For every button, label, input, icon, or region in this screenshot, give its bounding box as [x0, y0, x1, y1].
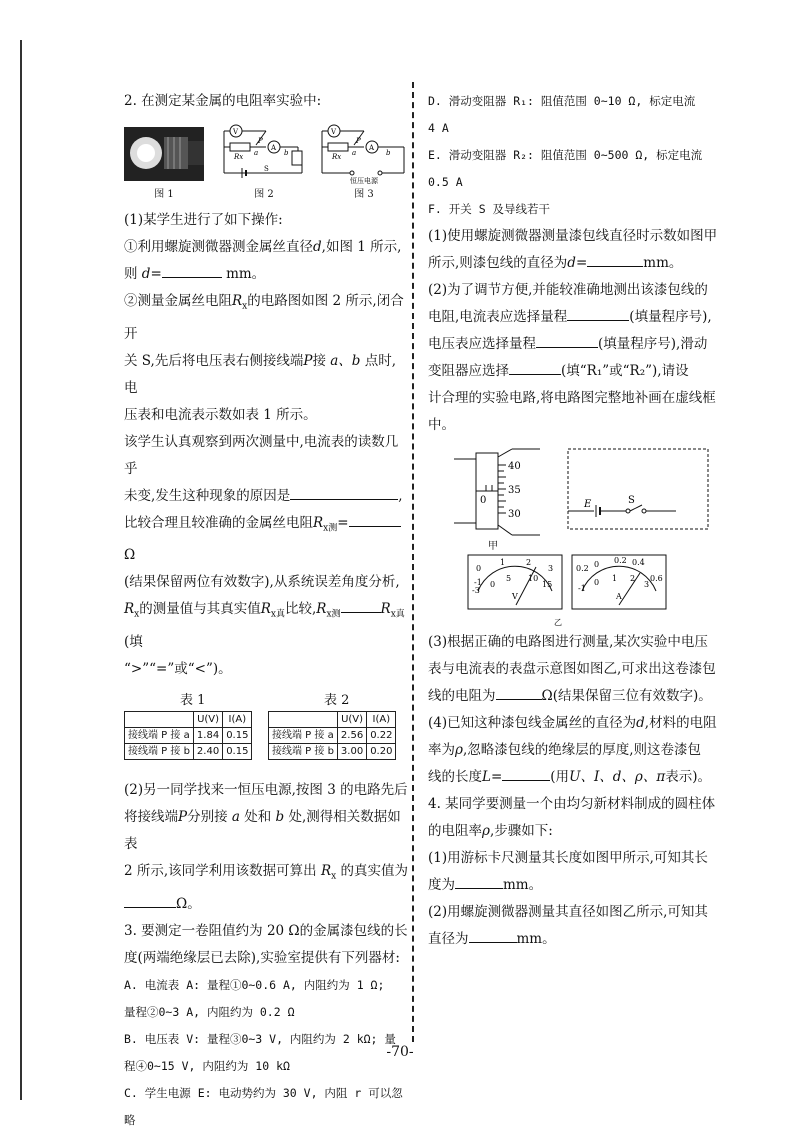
- q3-p4-line2: 率为ρ,忽略漆包线的绝缘层的厚度,则这卷漆包: [428, 742, 702, 758]
- figure-3-label: 图 3: [354, 189, 374, 200]
- q3-option-d2: 4 A: [428, 121, 449, 135]
- q4-p2-line2: 直径为 mm。: [428, 926, 718, 953]
- q3-p4-line3: 线的长度L= (用U、I、d、ρ、π表示)。: [428, 764, 718, 791]
- volt-top-tick: 3: [548, 564, 554, 573]
- answer-blank-length[interactable]: [502, 766, 550, 781]
- figure-3: [320, 123, 408, 201]
- q3-p3-line1: (3)根据正确的电路图进行测量,某次实验中电压: [428, 634, 708, 650]
- fig2-switch-label: S: [264, 165, 269, 173]
- q3-option-a2: 量程②0~3 A, 内阻约为 0.2 Ω: [124, 1004, 295, 1019]
- micrometer-tick-35: 35: [508, 485, 521, 496]
- table-cell: 0.20: [367, 744, 396, 760]
- q3-p2-line3: 电压表应选择量程 (填量程序号),滑动: [428, 331, 718, 358]
- q4-p1-line2: 度为 mm。: [428, 872, 718, 899]
- fig2-p-label: P: [258, 137, 263, 145]
- table-cell: 2.40: [193, 744, 222, 760]
- q3-p3-line3: 线的电阻为 Ω(结果保留三位有效数字)。: [428, 683, 718, 710]
- q2-obs-line2: 未变,发生这种现象的原因是 ,: [124, 483, 409, 510]
- table-cell: 0.22: [367, 728, 396, 744]
- answer-blank-voltmeter-range[interactable]: [536, 333, 598, 348]
- answer-blank-rheostat[interactable]: [509, 360, 561, 375]
- amp-top-tick: 0.2: [576, 564, 589, 573]
- answer-blank-compare[interactable]: [341, 598, 381, 613]
- amp-unit: A: [616, 592, 622, 601]
- q3-option-c2: 略: [124, 1112, 136, 1127]
- fig2-rx-label: Rx: [234, 153, 244, 161]
- volt-left-label: -3: [472, 586, 480, 595]
- q2-step2-line3: 压表和电流表示数如表 1 所示。: [124, 406, 317, 423]
- left-column: [124, 88, 409, 1134]
- answer-blank-ammeter-range[interactable]: [567, 306, 629, 321]
- amp-bottom-tick: -1: [578, 584, 586, 593]
- table-row: [269, 712, 396, 728]
- data-tables: [124, 687, 409, 777]
- volt-bottom-tick: 15: [542, 580, 553, 589]
- table-header-cell: I(A): [367, 712, 396, 728]
- amp-bottom-tick: 1: [612, 574, 618, 583]
- q3-line1: 3. 要测定一卷阻值约为 20 Ω的金属漆包线的长: [124, 922, 408, 939]
- q3-option-c1: C. 学生电源 E: 电动势约为 30 V, 内阻 r 可以忽: [124, 1085, 403, 1100]
- answer-blank-diameter[interactable]: [587, 252, 643, 267]
- table-row: [269, 728, 396, 744]
- table-cell: 0.15: [223, 744, 252, 760]
- figure-2-label: 图 2: [254, 189, 274, 200]
- answer-blank-true-rx[interactable]: [124, 893, 176, 908]
- fig3-a-point: a: [352, 149, 357, 157]
- q3-figure-yi-area: [428, 553, 718, 629]
- volt-bottom-tick: 10: [528, 574, 539, 583]
- fig3-voltmeter-label: V: [331, 128, 337, 136]
- table1-title: 表 1: [180, 693, 206, 709]
- micrometer-jia-and-circuit: [428, 445, 718, 553]
- fig2-ammeter-label: A: [271, 144, 277, 152]
- answer-blank-resistance[interactable]: [496, 685, 542, 700]
- q2-part1-head: (1)某学生进行了如下操作:: [124, 212, 283, 228]
- fig3-rx-label: Rx: [332, 153, 342, 161]
- q2-obs-line4: (结果保留两位有效数字),从系统误差角度分析,: [124, 574, 400, 591]
- table-header-cell: U(V): [193, 712, 222, 728]
- table-header-cell: [269, 712, 338, 728]
- q2-step2-line1: ②测量金属丝电阻$R_x$的电路图如图 2 所示,闭合开: [124, 293, 404, 342]
- amp-right-label: 0.6: [650, 574, 663, 583]
- q2-part2-line2: 将接线端P分别接 a 处和 b 处,测得相关数据如表: [124, 809, 401, 853]
- amp-bottom-tick: 3: [644, 580, 650, 589]
- q3-p2-line2: 电阻,电流表应选择量程 (填量程序号),: [428, 304, 718, 331]
- q3-option-f: F. 开关 S 及导线若干: [428, 202, 551, 216]
- answer-blank-reason[interactable]: [290, 485, 398, 500]
- table-header-cell: [125, 712, 194, 728]
- table-2: [268, 711, 396, 760]
- q2-obs-line5: $R_x$的测量值与其真实值$R_{x真}$比较$,R_{x测}$ $R_{x真}$(填: [124, 596, 409, 656]
- q3-option-b1: B. 电压表 V: 量程③0~3 V, 内阻约为 2 kΩ; 量: [124, 1031, 396, 1046]
- table-cell: 1.84: [193, 728, 222, 744]
- amp-top-tick: 0.2: [614, 556, 627, 565]
- table2-title: 表 2: [324, 693, 350, 709]
- fig2-a-point: a: [254, 149, 259, 157]
- micrometer-zero-label: 0: [480, 495, 487, 506]
- amp-top-tick: 0: [594, 560, 600, 569]
- figure-jia-label: 甲: [488, 541, 498, 552]
- volt-unit: V: [512, 592, 518, 601]
- q3-option-d1: D. 滑动变阻器 R₁: 阻值范围 0~10 Ω, 标定电流: [428, 94, 696, 108]
- answer-blank-length-mm[interactable]: [455, 874, 503, 889]
- answer-blank-d[interactable]: [162, 263, 222, 278]
- figure-yi-label: 乙: [554, 618, 562, 627]
- table-cell: 接线端 P 接 a: [269, 728, 338, 744]
- table-cell: 0.15: [223, 728, 252, 744]
- figure-1-label: 图 1: [154, 189, 174, 200]
- table-cell: 2.56: [337, 728, 366, 744]
- table-header-cell: I(A): [223, 712, 252, 728]
- fig3-b-point: b: [386, 149, 391, 157]
- table-header-cell: U(V): [337, 712, 366, 728]
- amp-bottom-tick: 0: [594, 578, 600, 587]
- q4-p1-line1: (1)用游标卡尺测量其长度如图甲所示,可知其长: [428, 850, 708, 866]
- meters-yi: [428, 553, 718, 629]
- q2-step1-line1: ①利用螺旋测微器测金属丝直径d,如图 1 所示,: [124, 239, 402, 255]
- table-cell: 接线端 P 接 b: [269, 744, 338, 760]
- q3-p1-line1: (1)使用螺旋测微器测量漆包线直径时示数如图甲: [428, 228, 718, 244]
- q2-part2-line4: Ω。: [124, 891, 409, 918]
- table-row: [269, 744, 396, 760]
- q3-p1-line2: 所示,则漆包线的直径为d= mm。: [428, 250, 718, 277]
- q3-p2-line6: 中。: [428, 417, 455, 433]
- table-cell: 3.00: [337, 744, 366, 760]
- q2-obs-line6: “>”“=”或“<”)。: [124, 661, 232, 678]
- circuit-answer-box: [568, 449, 708, 529]
- volt-bottom-tick: 0: [490, 580, 496, 589]
- fig2-b-point: b: [284, 149, 289, 157]
- q3-option-a1: A. 电流表 A: 量程①0~0.6 A, 内阻约为 1 Ω;: [124, 977, 385, 992]
- column-divider: [412, 82, 414, 1042]
- table-cell: 接线端 P 接 b: [125, 744, 194, 760]
- q2-part2-line1: (2)另一同学找来一恒压电源,按图 3 的电路先后: [124, 782, 408, 799]
- circuit-diagram-3: [320, 123, 408, 185]
- fig3-p-label: P: [356, 137, 361, 145]
- q3-figure-jia-area: [428, 445, 718, 553]
- volt-left-label-2: -1: [474, 578, 482, 587]
- table-row: [125, 712, 252, 728]
- answer-blank-diameter-mm[interactable]: [469, 928, 517, 943]
- q2-title: 2. 在测定某金属的电阻率实验中:: [124, 93, 322, 109]
- q3-p3-line2: 表与电流表的表盘示意图如图乙,可求出这卷漆包: [428, 661, 716, 677]
- amp-top-tick: 0.4: [632, 558, 645, 567]
- q2-step2-line2: 关 S,先后将电压表右侧接线端P接 a、b 点时,电: [124, 352, 397, 396]
- micrometer-tick-30: 30: [508, 509, 521, 520]
- volt-bottom-tick: 5: [506, 574, 512, 583]
- q3-p2-line4: 变阻器应选择 (填“R₁”或“R₂”),请设: [428, 358, 718, 385]
- fig2-voltmeter-label: V: [233, 128, 239, 136]
- q3-p2-line1: (2)为了调节方便,并能较准确地测出该漆包线的: [428, 282, 708, 298]
- answer-blank-rx[interactable]: [349, 512, 401, 527]
- table-row: [125, 744, 252, 760]
- fig3-ammeter-label: A: [369, 144, 375, 152]
- q4-p2-line1: (2)用螺旋测微器测量其直径如图乙所示,可知其: [428, 904, 708, 920]
- right-column: [428, 88, 718, 953]
- table-cell: 接线端 P 接 a: [125, 728, 194, 744]
- table-row: [125, 728, 252, 744]
- circuit-s-label: S: [628, 495, 635, 506]
- volt-top-tick: 1: [500, 558, 506, 567]
- q3-option-e2: 0.5 A: [428, 175, 463, 189]
- q2-figures: [124, 123, 409, 203]
- micrometer-photo: [124, 123, 204, 185]
- volt-top-tick: 0: [476, 564, 482, 573]
- q2-obs-line1: 该学生认真观察到两次测量中,电流表的读数几乎: [124, 433, 399, 477]
- q4-line1: 4. 某同学要测量一个由均匀新材料制成的圆柱体: [428, 796, 716, 812]
- q3-p2-line5: 计合理的实验电路,将电路图完整地补画在虚线框: [428, 390, 716, 406]
- micrometer-tick-40: 40: [508, 461, 521, 472]
- q2-part2-line3: 2 所示,该同学利用该数据可算出 $R_x$ 的真实值为: [124, 863, 409, 882]
- q3-option-b2: 程④0~15 V, 内阻约为 10 kΩ: [124, 1058, 290, 1073]
- q2-step1-line2: 则 d= mm。: [124, 261, 409, 288]
- volt-top-tick: 2: [526, 558, 532, 567]
- circuit-e-label: E: [584, 499, 592, 510]
- q3-option-e1: E. 滑动变阻器 R₂: 阻值范围 0~500 Ω, 标定电流: [428, 148, 703, 162]
- volt-needle: [516, 567, 539, 605]
- page-number: -70-: [386, 1044, 414, 1060]
- q3-line2: 度(两端绝缘层已去除),实验室提供有下列器材:: [124, 949, 400, 966]
- q3-p4-line1: (4)已知这种漆包线金属丝的直径为d,材料的电阻: [428, 715, 717, 731]
- figure-2: [222, 123, 306, 201]
- circuit-diagram-2: [222, 123, 306, 185]
- fig3-source-label: 恒压电源: [350, 177, 378, 185]
- figure-1: [124, 123, 204, 201]
- q2-obs-line3: 比较合理且较准确的金属丝电阻$R_{x测}= \Omega$: [124, 510, 409, 570]
- table-1: [124, 711, 252, 760]
- q4-line2: 的电阻率ρ,步骤如下:: [428, 823, 553, 839]
- amp-bottom-tick: 2: [630, 574, 636, 583]
- binding-line: [20, 40, 22, 1100]
